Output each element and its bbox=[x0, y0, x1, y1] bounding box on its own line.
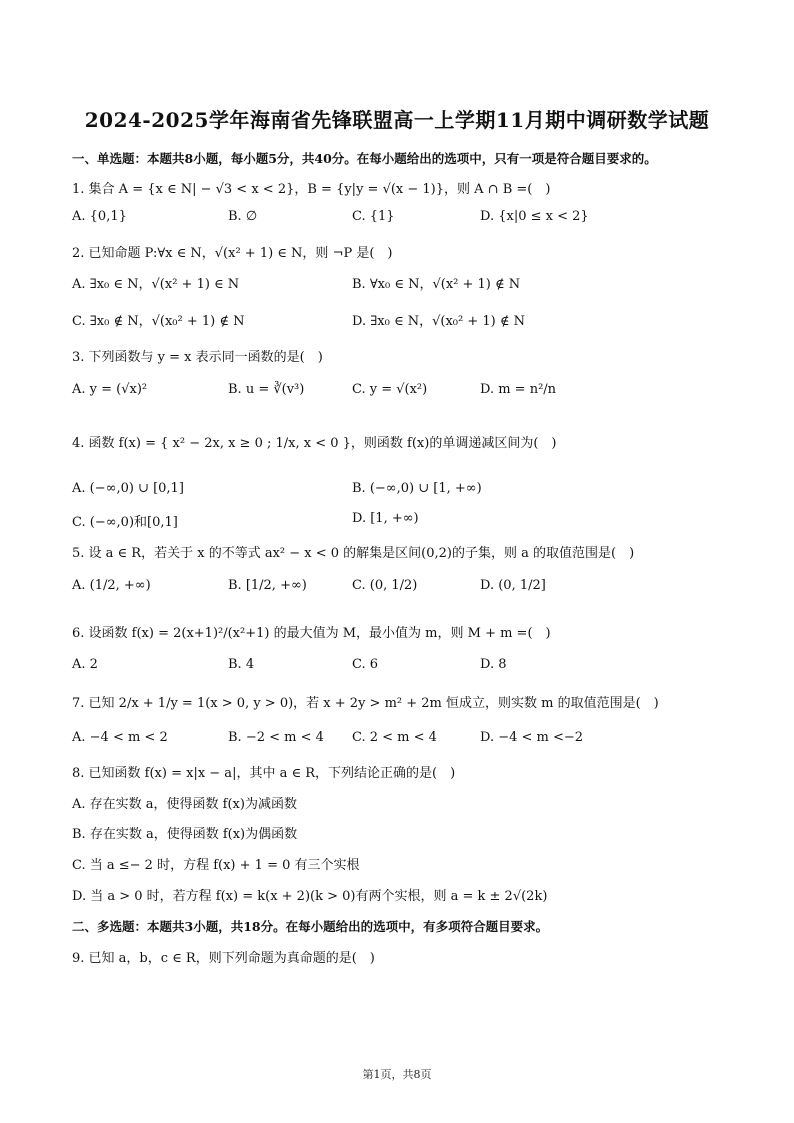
q1-option-d: D. {x|0 ≤ x < 2} bbox=[480, 209, 589, 224]
q5-option-d: D. (0, 1/2] bbox=[480, 578, 546, 593]
q6-option-d: D. 8 bbox=[480, 657, 507, 672]
q7-option-d: D. −4 < m <−2 bbox=[480, 730, 584, 745]
q4-option-d: D. [1, +∞) bbox=[352, 511, 419, 526]
q7-option-b: B. −2 < m < 4 bbox=[228, 730, 324, 745]
question-2: 2. 已知命题 P:∀x ∈ N，√(x² + 1) ∈ N，则 ¬P 是( ) bbox=[72, 246, 393, 261]
question-3: 3. 下列函数与 y = x 表示同一函数的是( ) bbox=[72, 350, 323, 365]
q3-option-b: B. u = ∛(v³) bbox=[228, 382, 305, 397]
question-7: 7. 已知 2/x + 1/y = 1(x > 0, y > 0)，若 x + 2y > m² + 2m 恒成立，则实数 m 的取值范围是( ) bbox=[72, 696, 659, 711]
q1-option-a: A. {0,1} bbox=[72, 209, 127, 224]
page-footer: 第1页，共8页 bbox=[362, 1068, 432, 1081]
question-5: 5. 设 a ∈ R，若关于 x 的不等式 ax² − x < 0 的解集是区间(0,2)的子集，则 a 的取值范围是( ) bbox=[72, 546, 635, 561]
q7-option-c: C. 2 < m < 4 bbox=[352, 730, 437, 745]
q6-option-c: C. 6 bbox=[352, 657, 379, 672]
q8-option-b: B. 存在实数 a，使得函数 f(x)为偶函数 bbox=[72, 827, 298, 842]
page-title: 2024-2025学年海南省先锋联盟高一上学期11月期中调研数学试题 bbox=[84, 108, 710, 132]
question-6: 6. 设函数 f(x) = 2(x+1)²/(x²+1) 的最大值为 M，最小值为 m，则 M + m =( ) bbox=[72, 626, 551, 641]
section-heading-multi-choice: 二、多选题：本题共3小题，共18分。在每小题给出的选项中，有多项符合题目要求。 bbox=[72, 919, 549, 934]
question-8: 8. 已知函数 f(x) = x|x − a|，其中 a ∈ R，下列结论正确的是( ) bbox=[72, 766, 456, 781]
q5-option-b: B. [1/2, +∞) bbox=[228, 578, 307, 593]
q6-option-a: A. 2 bbox=[72, 657, 98, 672]
q3-option-a: A. y = (√x)² bbox=[72, 382, 148, 397]
q2-option-c: C. ∃x₀ ∉ N，√(x₀² + 1) ∉ N bbox=[72, 314, 245, 329]
q7-option-a: A. −4 < m < 2 bbox=[72, 730, 168, 745]
question-9: 9. 已知 a，b，c ∈ R，则下列命题为真命题的是( ) bbox=[72, 951, 375, 966]
question-4: 4. 函数 f(x) = { x² − 2x, x ≥ 0 ; 1/x, x < 0 }，则函数 f(x)的单调递减区间为( ) bbox=[72, 436, 557, 451]
q8-option-d: D. 当 a > 0 时，若方程 f(x) = k(x + 2)(k > 0)有两个实根，则 a = k ± 2√(2k) bbox=[72, 889, 548, 904]
q4-option-c: C. (−∞,0)和[0,1] bbox=[72, 515, 178, 530]
q6-option-b: B. 4 bbox=[228, 657, 255, 672]
q4-option-a: A. (−∞,0) ∪ [0,1] bbox=[72, 481, 184, 496]
q1-option-b: B. ∅ bbox=[228, 209, 258, 224]
question-1: 1. 集合 A = {x ∈ N| − √3 < x < 2}，B = {y|y = √(x − 1)}，则 A ∩ B =( ) bbox=[72, 182, 551, 197]
q4-option-b: B. (−∞,0) ∪ [1, +∞) bbox=[352, 481, 482, 496]
q3-option-c: C. y = √(x²) bbox=[352, 382, 428, 397]
q8-option-c: C. 当 a ≤− 2 时，方程 f(x) + 1 = 0 有三个实根 bbox=[72, 858, 360, 873]
q8-option-a: A. 存在实数 a，使得函数 f(x)为减函数 bbox=[72, 797, 297, 812]
q3-option-d: D. m = n²/n bbox=[480, 382, 557, 397]
q5-option-a: A. (1/2, +∞) bbox=[72, 578, 151, 593]
q1-option-c: C. {1} bbox=[352, 209, 395, 224]
section-heading-single-choice: 一、单选题：本题共8小题，每小题5分，共40分。在每小题给出的选项中，只有一项是符合题目要求的。 bbox=[72, 151, 657, 166]
q2-option-d: D. ∃x₀ ∈ N，√(x₀² + 1) ∉ N bbox=[352, 314, 525, 329]
q5-option-c: C. (0, 1/2) bbox=[352, 578, 418, 593]
q2-option-a: A. ∃x₀ ∈ N，√(x² + 1) ∈ N bbox=[72, 277, 240, 292]
q2-option-b: B. ∀x₀ ∈ N，√(x² + 1) ∉ N bbox=[352, 277, 521, 292]
